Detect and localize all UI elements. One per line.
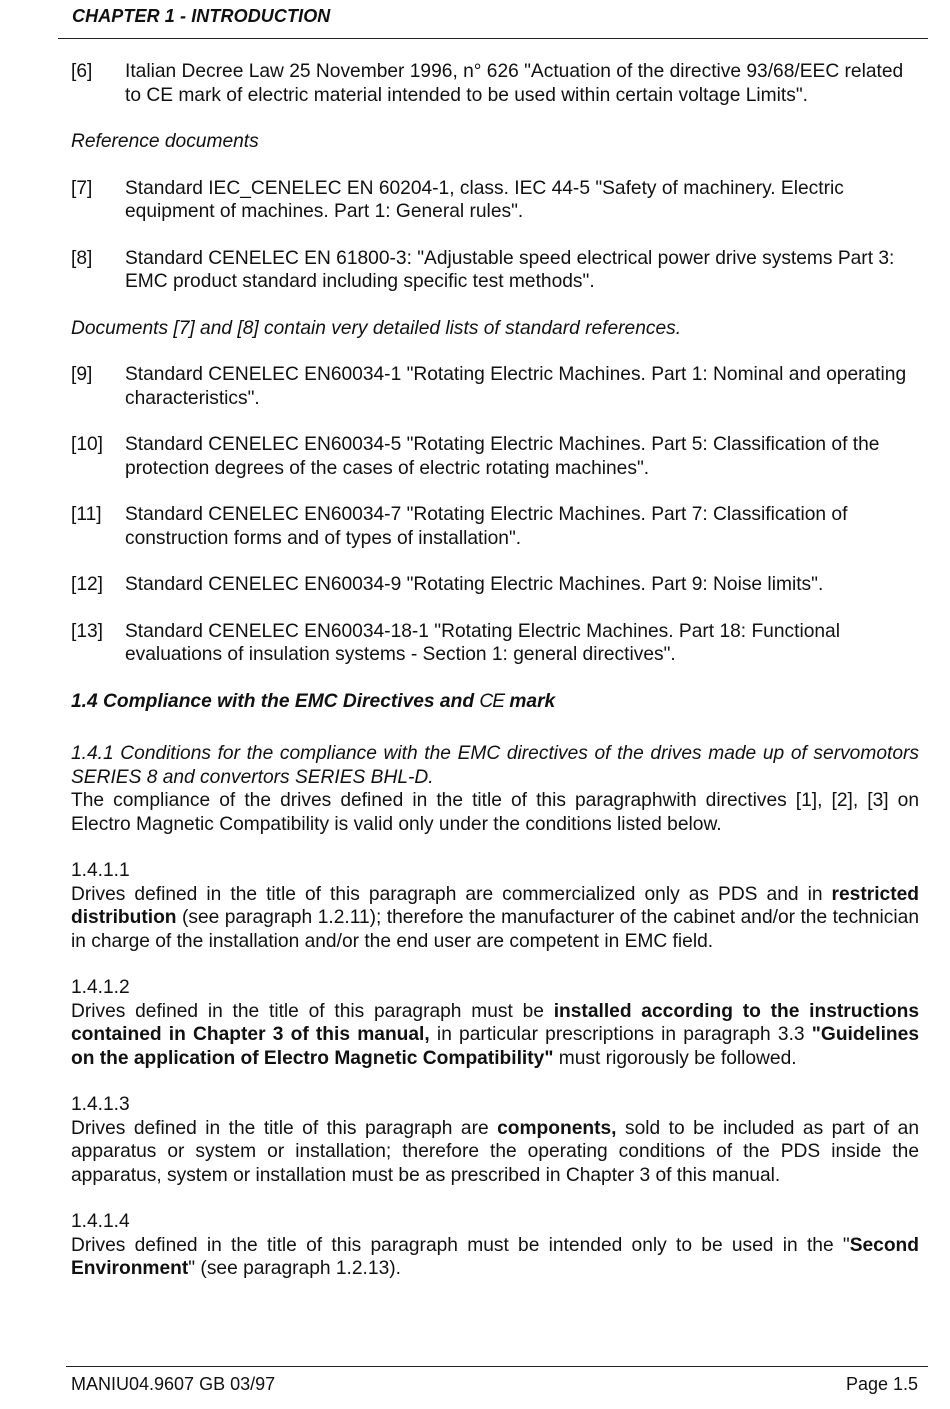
reference-item	[71, 177, 919, 224]
paragraph-emphasis: restricted distribution	[71, 883, 919, 928]
reference-text: Standard CENELEC EN60034-18-1 "Rotating Electric Machines. Part 18: Functional evaluations of insulation systems - Section 1: general directives".	[125, 620, 840, 665]
reference-number: [11]	[71, 504, 102, 525]
document-code: MANIU04.9607 GB 03/97	[71, 1374, 276, 1394]
section-heading	[71, 690, 919, 714]
paragraph-number: 1.4.1.3	[71, 1094, 130, 1115]
paragraph-text: Drives defined in the title of this paragraph must be intended only to be used in the "	[71, 1234, 850, 1256]
paragraph-text: Drives defined in the title of this paragraph are commercialized only as PDS and in	[71, 883, 832, 905]
paragraph-body	[71, 1117, 919, 1188]
section-title-start: 1.4 Compliance with the EMC Directives and	[71, 690, 480, 712]
page-body	[71, 60, 919, 1304]
reference-number: [6]	[71, 61, 93, 82]
ce-mark-icon: CE	[479, 690, 505, 712]
paragraph-emphasis: components,	[497, 1117, 617, 1139]
reference-item	[71, 363, 919, 410]
paragraph-text: sold to be included as part of an apparatus or system or installation; therefore the operating conditions of the PDS inside the apparatus, system or installation must be as prescribed in Chapter 3 of this manual.	[71, 1117, 919, 1186]
footer-divider	[66, 1366, 928, 1367]
paragraph-text: in particular prescriptions in paragraph 3.3	[429, 1024, 812, 1045]
reference-text: Italian Decree Law 25 November 1996, n° 626 "Actuation of the directive 93/68/EEC related to CE mark of electric material intended to be used within certain voltage Limits".	[125, 61, 904, 106]
reference-text: Standard IEC_CENELEC EN 60204-1, class. IEC 44-5 "Safety of machinery. Electric equipment of machines. Part 1: General rules".	[125, 177, 844, 222]
paragraph-emphasis: "Guidelines on the application of Electro Magnetic Compatibility"	[71, 1024, 919, 1069]
reference-number: [12]	[71, 574, 104, 595]
reference-text: Standard CENELEC EN 61800-3: "Adjustable speed electrical power drive systems Part 3: EMC product standard including specific test methods".	[125, 247, 895, 292]
reference-text: Standard CENELEC EN60034-1 "Rotating Electric Machines. Part 1: Nominal and operating characteristics".	[125, 364, 907, 409]
paragraph-number: 1.4.1.4	[71, 1211, 130, 1232]
paragraph-body	[71, 883, 919, 954]
paragraph-text: " (see paragraph 1.2.13).	[188, 1258, 401, 1279]
reference-documents-heading: Reference documents	[71, 131, 259, 152]
paragraph-text: must rigorously be followed.	[553, 1047, 797, 1069]
reference-number: [10]	[71, 434, 104, 455]
paragraph-text: Drives defined in the title of this paragraph must be	[71, 1000, 554, 1022]
reference-number: [7]	[71, 177, 93, 199]
reference-text: Standard CENELEC EN60034-7 "Rotating Electric Machines. Part 7: Classification of construction forms and of types of installation".	[125, 504, 848, 549]
paragraph-number: 1.4.1.1	[71, 860, 130, 881]
reference-number: [8]	[71, 247, 93, 269]
paragraph-body	[71, 1234, 919, 1281]
reference-item	[71, 620, 919, 667]
paragraph-text: Drives defined in the title of this paragraph are	[71, 1117, 498, 1139]
reference-item	[71, 503, 919, 550]
reference-item	[71, 433, 919, 480]
reference-text: Standard CENELEC EN60034-5 "Rotating Electric Machines. Part 5: Classification of the protection degrees of the cases of electric rotating machines".	[125, 434, 880, 479]
paragraph-body	[71, 1000, 919, 1071]
header-divider	[58, 38, 928, 39]
section-title-end: mark	[504, 690, 556, 712]
paragraph-emphasis: installed according to the instructions contained in Chapter 3 of this manual,	[71, 1000, 919, 1045]
reference-item	[71, 60, 919, 107]
subsection-intro: The compliance of the drives defined in the title of this paragraphwith directives [1], [2], [3] on Electro Magnetic Compatibility is valid only under the conditions listed below.	[71, 790, 919, 835]
reference-number: [9]	[71, 364, 93, 385]
reference-number: [13]	[71, 620, 104, 642]
chapter-header: CHAPTER 1 - INTRODUCTION	[72, 6, 331, 26]
documents-note: Documents [7] and [8] contain very detailed lists of standard references.	[71, 317, 682, 339]
page-number: Page 1.5	[845, 1374, 918, 1394]
reference-item	[71, 247, 919, 294]
subsection-title: 1.4.1 Conditions for the compliance with the EMC directives of the drives made up of servomotors SERIES 8 and convertors SERIES BHL-D.	[71, 743, 919, 788]
paragraph-number: 1.4.1.2	[71, 977, 130, 998]
reference-text: Standard CENELEC EN60034-9 "Rotating Electric Machines. Part 9: Noise limits".	[125, 574, 824, 595]
paragraph-text: (see paragraph 1.2.11); therefore the manufacturer of the cabinet and/or the technician in charge of the installation and/or the end user are competent in EMC field.	[71, 907, 919, 952]
reference-item	[71, 573, 919, 597]
paragraph-emphasis: Second Environment	[71, 1234, 919, 1279]
